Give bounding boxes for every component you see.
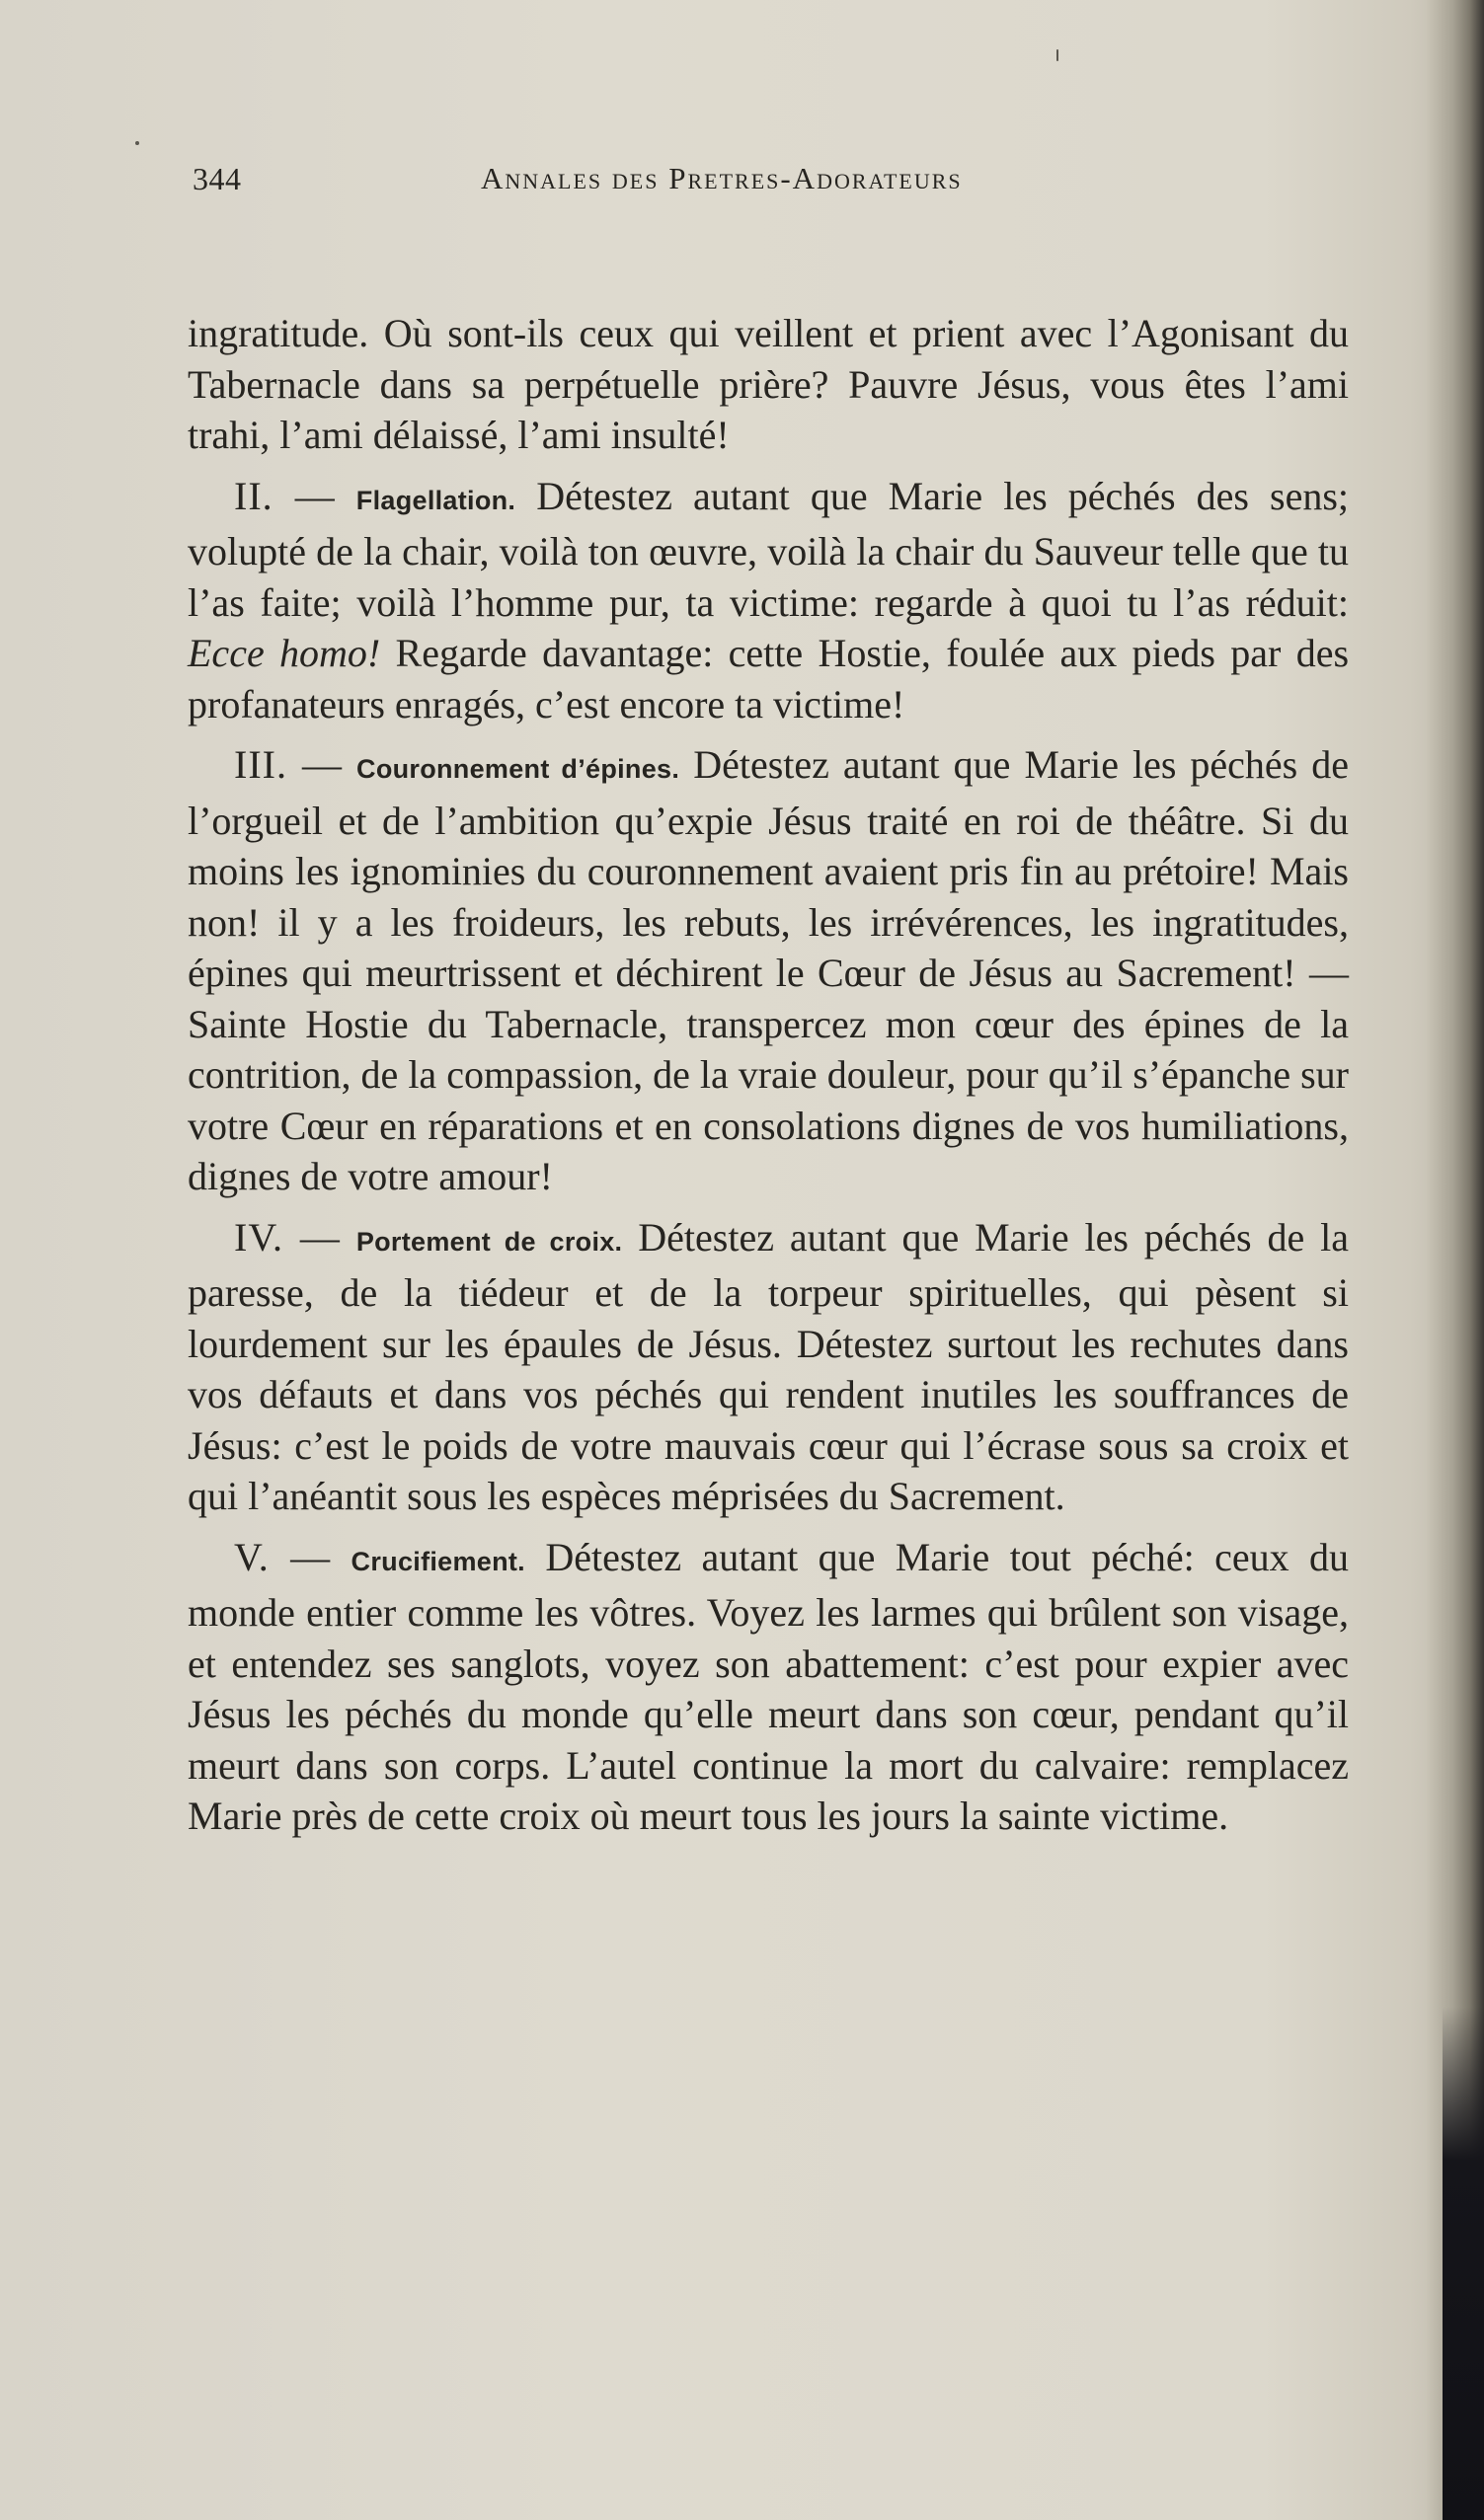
binding-edge: [1443, 2007, 1484, 2520]
section-numeral: V. —: [234, 1534, 332, 1579]
paragraph-flagellation: [188, 471, 1349, 730]
paragraph-text: Détestez autant que Marie les péchés de l’orgueil et de l’ambition qu’expie Jésus traité en roi de théâtre. Si du moins les ignominies du couronnement avaient pris fin au prétoire! Mais non! il y a les froideurs, les rebuts, les irrévérences, les ingratitudes, épines qui meurtrissent et déchirent le Cœur de Jésus au Sacrement! —Sainte Hostie du Tabernacle, transpercez mon cœur des épines de la contrition, de la compassion, de la vraie douleur, pour qu’il s’épanche sur votre Cœur en réparations et en consolations dignes de vos humiliations, dignes de votre amour!: [188, 742, 1350, 1198]
paragraph-couronnement: [188, 739, 1349, 1202]
page-header: [193, 161, 1081, 210]
section-numeral: IV. —: [234, 1214, 341, 1260]
paragraph-portement: [188, 1212, 1349, 1522]
paragraph-text: ingratitude. Où sont-ils ceux qui veillent et prient avec l’Agonisant du Tabernacle dans sa perpétuelle prière? Pauvre Jésus, vous êtes l’ami trahi, l’ami délaissé, l’ami insulté!: [188, 311, 1349, 457]
section-numeral: III. —: [234, 742, 343, 787]
paragraph-text-continued: Regarde davantage: cette Hostie, foulée aux pieds par des profanateurs enragés, c’est encore ta victime!: [188, 631, 1350, 726]
section-heading: Couronnement d’épines.: [356, 754, 680, 784]
paragraph-text: Détestez autant que Marie les péchés des sens; volupté de la chair, voilà ton œuvre, voilà la chair du Sauveur telle que tu l’as faite; voilà l’homme pur, ta victime: regarde à quoi tu l’as réduit:: [188, 473, 1350, 625]
section-heading: Flagellation.: [355, 485, 516, 515]
section-heading: Crucifiement.: [351, 1546, 525, 1576]
paragraph-intro: [188, 308, 1349, 461]
body-text: [188, 308, 1349, 1852]
page-number: 344: [193, 161, 242, 196]
running-title: Annales des Pretres-Adorateurs: [481, 161, 963, 195]
section-heading: Portement de croix.: [355, 1226, 623, 1257]
section-numeral: II. —: [234, 473, 336, 518]
paragraph-text: Détestez autant que Marie tout péché: ceux du monde entier comme les vôtres. Voyez les larmes qui brûlent son visage, et entendez ses sanglots, voyez son abattement: c’est pour expier avec Jésus les péchés du monde qu’elle meurt dans son cœur, pendant qu’il meurt dans son corps. L’autel continue la mort du calvaire: remplacez Marie près de cette croix où meurt tous les jours la sainte victime.: [188, 1534, 1350, 1838]
emphasis-text: Ecce homo!: [188, 631, 381, 675]
paragraph-text: Détestez autant que Marie les péchés de la paresse, de la tiédeur et de la torpeur spirituelles, qui pèsent si lourdement sur les épaules de Jésus. Détestez surtout les rechutes dans vos défauts et dans vos péchés qui rendent inutiles les souffrances de Jésus: c’est le poids de votre mauvais cœur qui l’écrase sous sa croix et qui l’anéantit sous les espèces méprisées du Sacrement.: [188, 1214, 1350, 1518]
paragraph-crucifiement: [188, 1532, 1349, 1842]
paper-speck: [1056, 49, 1058, 61]
paper-speck: [135, 141, 139, 145]
